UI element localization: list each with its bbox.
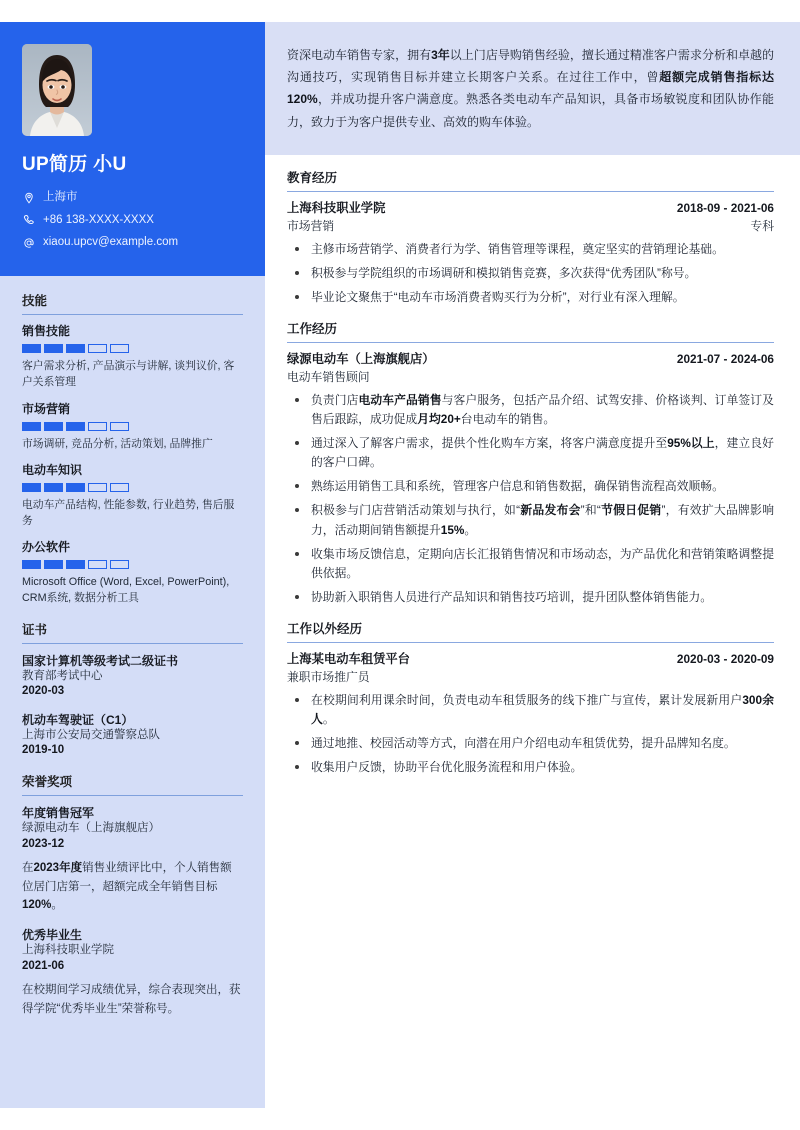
honor-item [22,927,243,1018]
certificates-section-title: 证书 [22,623,243,644]
honor-description: 在校期间学习成绩优异，综合表现突出，获得学院“优秀毕业生”荣誉称号。 [22,984,241,1015]
skill-level-meter [22,422,243,431]
skill-level-meter [22,344,243,353]
bullet-item: 毕业论文聚焦于“电动车市场消费者购买行为分析”，对行业有深入理解。 [287,288,774,307]
bullet-item: 熟练运用销售工具和系统，管理客户信息和销售数据，确保销售流程高效顺畅。 [287,477,774,496]
skill-cell-filled [66,483,85,492]
skill-block [22,463,243,529]
entry-header [287,351,774,369]
contact-location-value: 上海市 [43,190,78,203]
certificate-item [22,653,243,700]
skill-cell-filled [44,483,63,492]
certificate-date: 2020-03 [22,685,65,698]
contact-email[interactable] [22,236,243,250]
bullet-item: 通过地推、校园活动等方式，向潜在用户介绍电动车租赁优势，提升品牌知名度。 [287,734,774,753]
skill-cell-filled [44,560,63,569]
entry-date-range: 2021-07 - 2024-06 [676,352,774,366]
certificate-date: 2019-10 [22,744,65,757]
skill-cell-empty [88,422,107,431]
entry [287,351,774,607]
honor-date: 2021-06 [22,959,65,972]
certificates-list [22,653,243,759]
entry-organization: 上海某电动车租赁平台 [287,652,410,667]
skill-block [22,324,243,390]
bullet-item: 积极参与门店营销活动策划与执行，如“新品发布会”和“节假日促销”，有效扩大品牌影响力，活动期间销售额提升15%。 [287,501,774,539]
section-education [287,171,774,307]
main-content [265,22,800,1108]
certificate-issuer: 上海市公安局交通警察总队 [22,728,160,741]
skill-cell-filled [44,422,63,431]
contact-phone[interactable] [22,214,243,228]
skill-cell-filled [66,560,85,569]
entry-role: 兼职市场推广员 [287,669,370,684]
section-work [287,322,774,607]
entry-degree: 专科 [750,218,774,233]
person-name: UP简历 小U [22,154,127,175]
skill-cell-filled [22,483,41,492]
contact-location[interactable] [22,191,243,205]
skill-name: 销售技能 [22,324,71,339]
skill-name: 电动车知识 [22,462,83,477]
skill-cell-filled [22,422,41,431]
skill-cell-empty [88,483,107,492]
phone-icon [22,214,35,227]
skills-section [22,294,243,606]
skills-section-title: 技能 [22,294,243,315]
skill-name: 办公软件 [22,540,71,555]
honor-org: 绿源电动车（上海旗舰店） [22,822,160,835]
bullet-item: 收集用户反馈，协助平台优化服务流程和用户体验。 [287,758,774,777]
skill-description: Microsoft Office (Word, Excel, PowerPoint), CRM系统, 数据分析工具 [22,576,230,605]
summary-block: 资深电动车销售专家，拥有3年以上门店导购销售经验，擅长通过精准客户需求分析和卓越的沟通技巧，实现销售目标并建立长期客户关系。在过往工作中，曾超额完成销售指标达120%，并成功提升客户满意度。熟悉各类电动车产品知识，具备市场敏锐度和团队协作能力，致力于为客户提供专业、高效的购车体验。 [265,22,800,155]
bullet-list [287,240,774,307]
entry [287,200,774,307]
entry-role: 市场营销 [287,218,335,233]
bullet-list [287,391,774,607]
location-pin-icon [22,191,35,204]
certificates-section [22,623,243,759]
honor-description: 在2023年度销售业绩评比中，个人销售额位居门店第一，超额完成全年销售目标120%。 [22,862,232,912]
honors-section [22,775,243,1019]
skill-name: 市场营销 [22,401,71,416]
certificate-item [22,712,243,759]
entry-header [287,651,774,669]
skill-level-meter [22,483,243,492]
sidebar-header [0,22,265,276]
honor-date: 2023-12 [22,837,65,850]
section-title: 工作以外经历 [287,622,774,643]
entry-organization: 上海科技职业学院 [287,200,386,215]
entry-subheader [287,669,774,686]
contact-list [22,191,243,250]
honor-org: 上海科技职业学院 [22,944,114,957]
entry-role: 电动车销售顾问 [287,369,370,384]
bullet-item: 负责门店电动车产品销售与客户服务，包括产品介绍、试驾安排、价格谈判、订单签订及售后跟踪，成功促成月均20+台电动车的销售。 [287,391,774,429]
skill-cell-empty [110,344,129,353]
entry-organization: 绿源电动车（上海旗舰店） [287,352,435,366]
entry-date-range: 2020-03 - 2020-09 [676,652,774,667]
contact-phone-value: +86 138-XXXX-XXXX [43,213,154,226]
email-at-icon [22,237,35,250]
section-other-experience [287,622,774,777]
section-title: 教育经历 [287,171,774,192]
honors-section-title: 荣誉奖项 [22,775,243,796]
skill-description: 市场调研, 竞品分析, 活动策划, 品牌推广 [22,437,213,450]
entry-header [287,200,774,218]
main-sections [265,155,800,813]
entry [287,651,774,777]
certificate-title: 机动车驾驶证（C1） [22,712,134,727]
resume-document [0,22,800,1108]
bullet-item: 收集市场反馈信息，定期向店长汇报销售情况和市场动态，为产品优化和营销策略调整提供依据。 [287,545,774,583]
skill-description: 电动车产品结构, 性能参数, 行业趋势, 售后服务 [22,498,235,527]
section-title: 工作经历 [287,322,774,343]
skill-cell-filled [66,422,85,431]
contact-email-value: xiaou.upcv@example.com [43,236,179,249]
bullet-list [287,691,774,777]
skills-list [22,324,243,606]
skill-cell-empty [110,483,129,492]
bullet-item: 积极参与学院组织的市场调研和模拟销售竞赛，多次获得“优秀团队”称号。 [287,264,774,283]
honor-title: 优秀毕业生 [22,928,83,943]
skill-block [22,402,243,452]
certificate-issuer: 教育部考试中心 [22,669,103,682]
skill-cell-filled [44,344,63,353]
bullet-item: 主修市场营销学、消费者行为学、销售管理等课程，奠定坚实的营销理论基础。 [287,240,774,259]
skill-cell-filled [22,560,41,569]
skill-description: 客户需求分析, 产品演示与讲解, 谈判议价, 客户关系管理 [22,360,235,389]
entry-date-range: 2018-09 - 2021-06 [676,200,774,215]
bullet-item: 通过深入了解客户需求，提供个性化购车方案，将客户满意度提升至95%以上，建立良好的客户口碑。 [287,434,774,472]
honor-item [22,805,243,915]
certificate-title: 国家计算机等级考试二级证书 [22,653,179,668]
skill-cell-empty [110,422,129,431]
skill-cell-filled [66,344,85,353]
bullet-item: 在校期间利用课余时间，负责电动车租赁服务的线下推广与宣传，累计发展新用户300余人。 [287,691,774,729]
skill-cell-empty [88,560,107,569]
skill-cell-empty [110,560,129,569]
honor-title: 年度销售冠军 [22,805,95,820]
skill-level-meter [22,560,243,569]
avatar [22,44,92,136]
skill-cell-filled [22,344,41,353]
skill-block [22,540,243,606]
sidebar [0,22,265,1108]
entry-subheader [287,218,774,235]
sidebar-body [0,276,265,1108]
honors-list [22,805,243,1019]
skill-cell-empty [88,344,107,353]
entry-subheader [287,369,774,386]
bullet-item: 协助新入职销售人员进行产品知识和销售技巧培训，提升团队整体销售能力。 [287,588,774,607]
